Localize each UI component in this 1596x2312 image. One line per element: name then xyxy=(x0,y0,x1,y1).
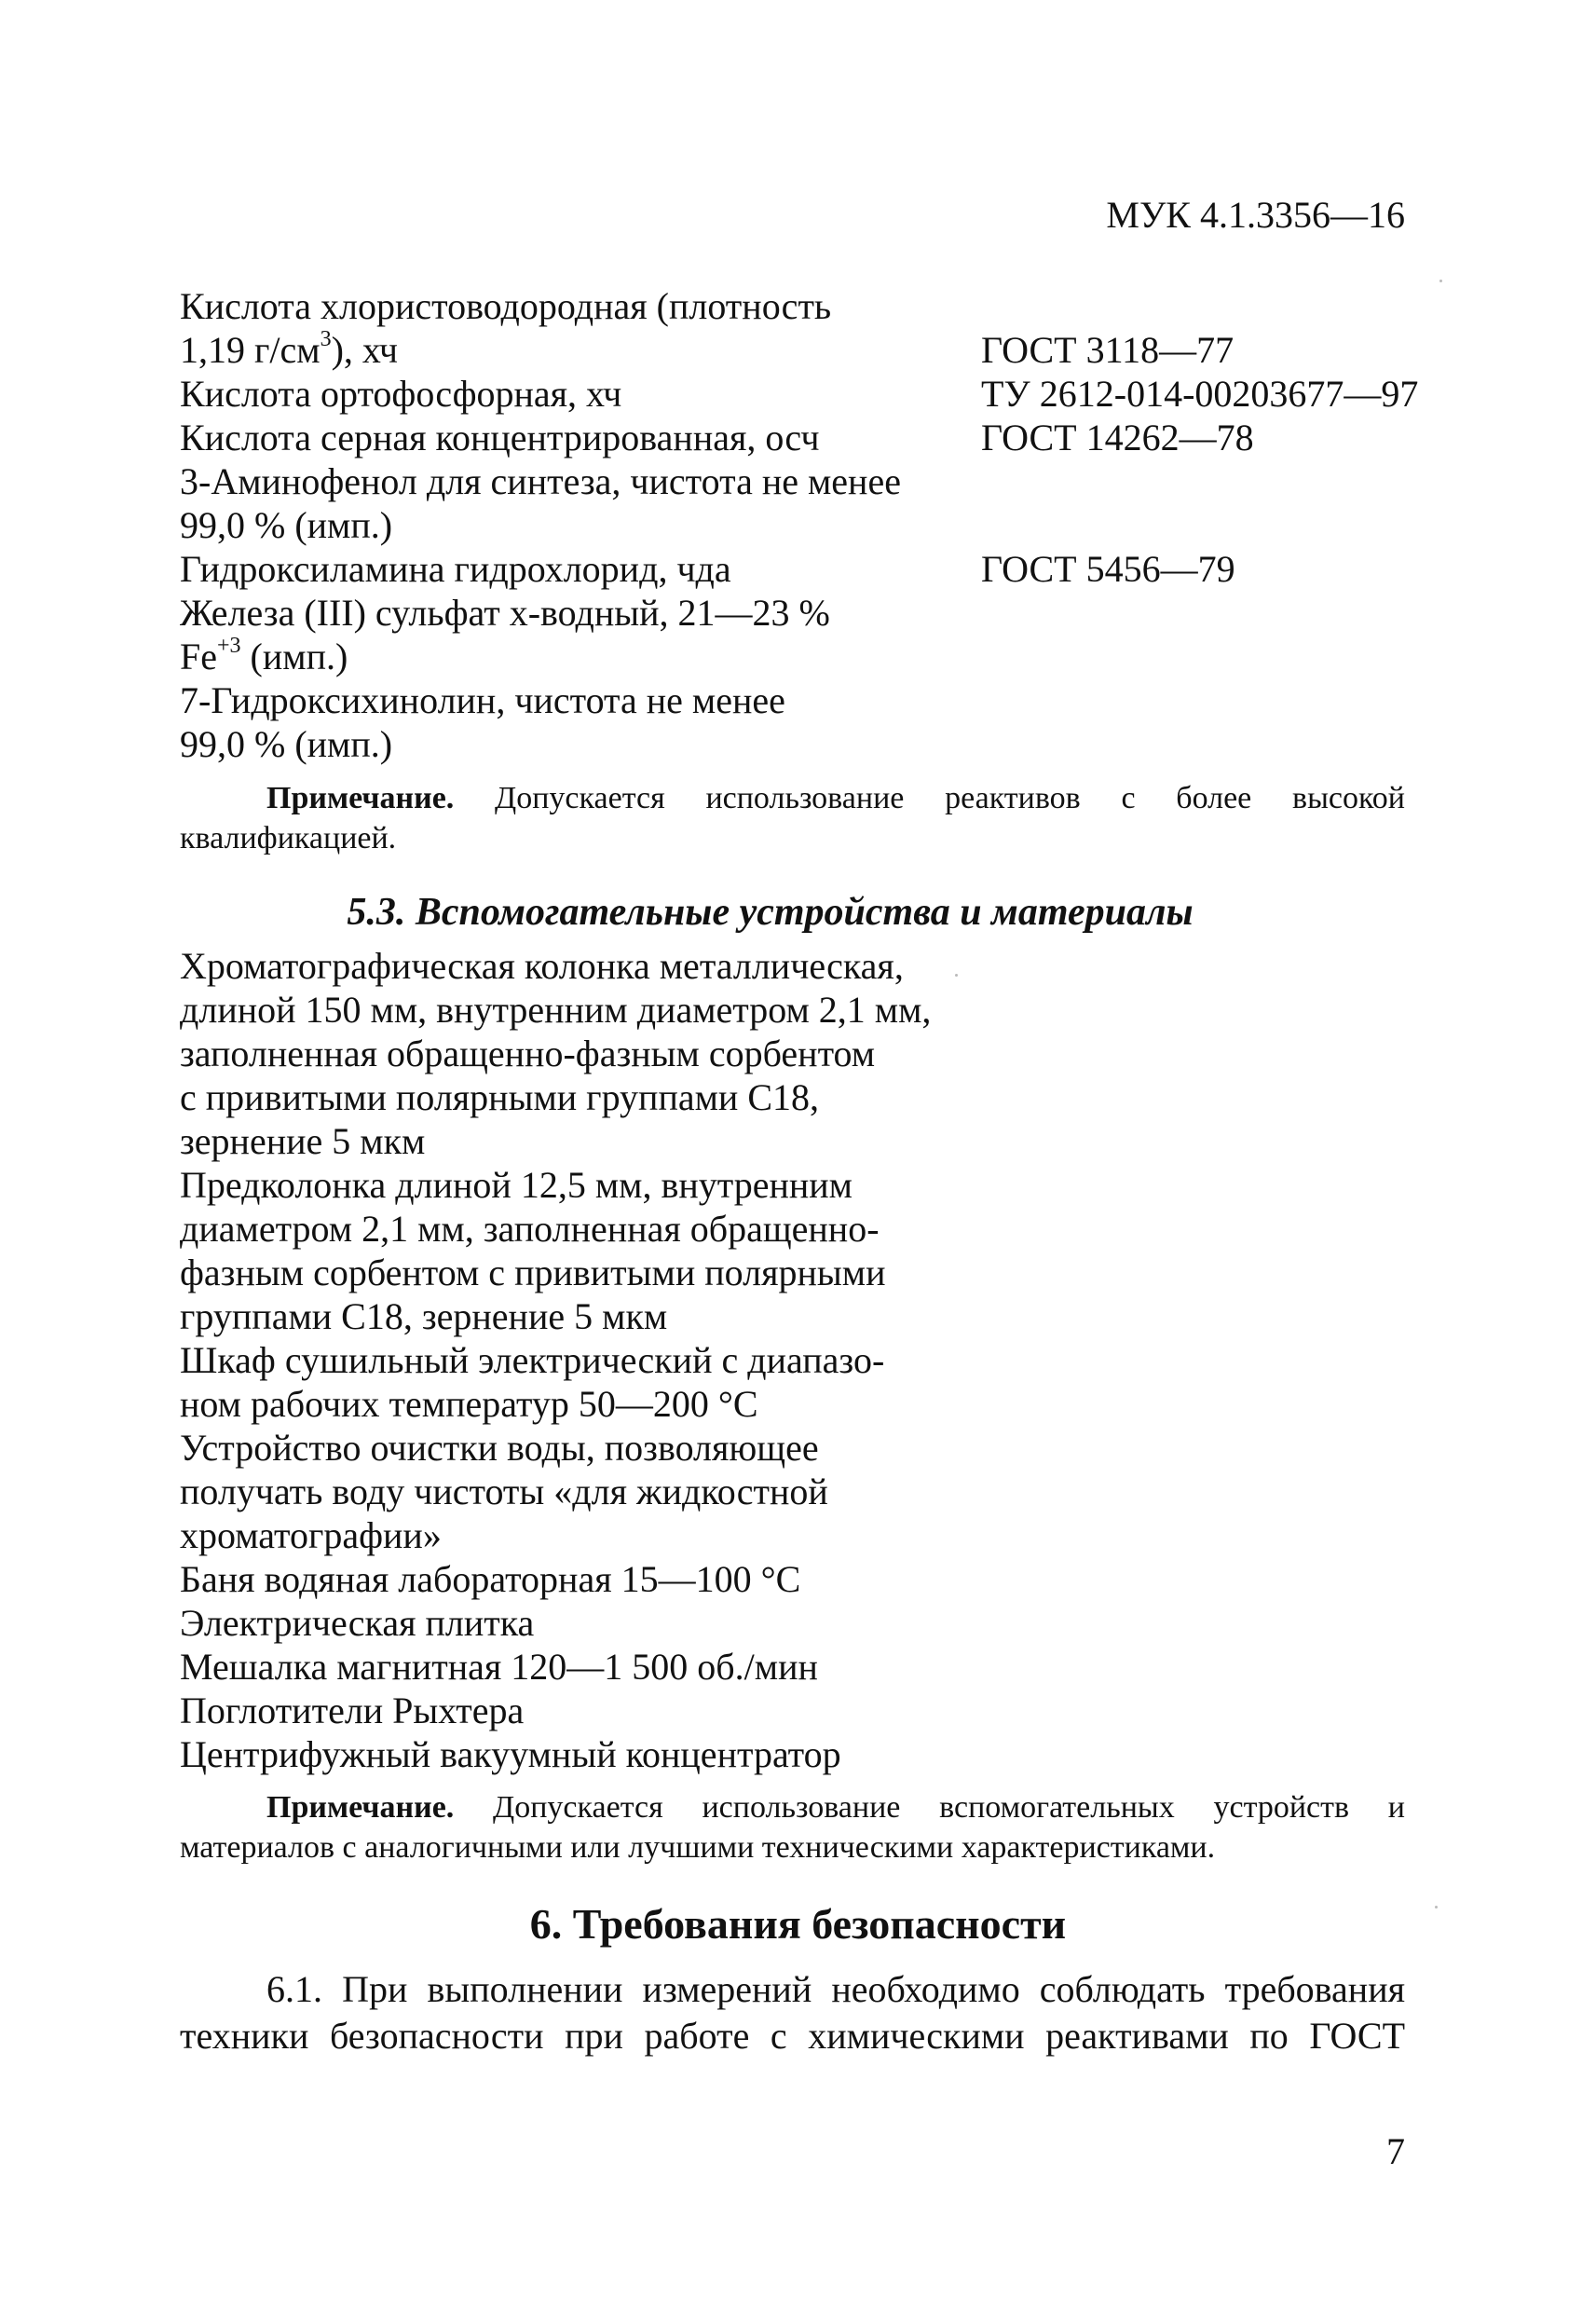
device-line: длиной 150 мм, внутренним диаметром 2,1 мм, xyxy=(180,989,932,1031)
device-line: ном рабочих температур 50—200 °С xyxy=(180,1383,758,1425)
device-line: Электрическая плитка xyxy=(180,1602,535,1644)
device-line: с привитыми полярными группами С18, xyxy=(180,1076,820,1118)
device-line: Хроматографическая колонка металлическая, xyxy=(180,945,904,987)
device-line: Центрифужный вакуумный концентратор xyxy=(180,1733,841,1775)
reagent-standard: ГОСТ 14262—78 xyxy=(981,417,1254,458)
device-line: зернение 5 мкм xyxy=(180,1120,426,1162)
device-line: группами С18, зернение 5 мкм xyxy=(180,1295,668,1337)
reagent-name: Кислота серная концентрированная, осч xyxy=(180,417,820,458)
device-line: диаметром 2,1 мм, заполненная обращенно- xyxy=(180,1208,880,1250)
device-line: фазным сорбентом с привитыми полярными xyxy=(180,1252,886,1293)
note-reagents xyxy=(180,778,1405,858)
section-title-6: 6. Требования безопасности xyxy=(529,1900,1067,1948)
note-label: Примечание. xyxy=(266,1790,455,1825)
paragraph-6-1 xyxy=(180,1966,1405,2059)
reagent-row xyxy=(180,547,1484,591)
device-line: получать воду чистоты «для жидкостной xyxy=(180,1471,828,1512)
reagent-name: Гидроксиламина гидрохлорид, чда xyxy=(180,548,731,590)
devices-list xyxy=(180,944,1018,1776)
device-line: Устройство очистки воды, позволяющее xyxy=(180,1427,819,1469)
reagent-standard: ГОСТ 5456—79 xyxy=(981,548,1235,590)
reagent-row xyxy=(180,416,1484,459)
device-line: Поглотители Рыхтера xyxy=(180,1690,525,1731)
document-code: МУК 4.1.3356—16 xyxy=(1106,194,1405,236)
note-label: Примечание. xyxy=(266,781,455,815)
note-devices xyxy=(180,1787,1405,1867)
scan-speck xyxy=(1435,1906,1438,1908)
device-line: хроматографии» xyxy=(180,1514,442,1556)
note-text: Допускается использование вспомогательных устройств и материалов с аналогичными или лучшими техническими характеристиками. xyxy=(180,1790,1405,1865)
note-text: Допускается использование реактивов с более высокой квалификацией. xyxy=(180,781,1405,855)
superscript: +3 xyxy=(217,633,241,658)
page-number: 7 xyxy=(1386,2130,1405,2172)
reagent-row: 7-Гидроксихинолин, чистота не менее 99,0 % (имп.) xyxy=(180,678,1484,766)
superscript: 3 xyxy=(320,326,332,351)
device-line: Шкаф сушильный электрический с диапазо- xyxy=(180,1339,885,1381)
reagent-row: 3-Аминофенол для синтеза, чистота не менее 99,0 % (имп.) xyxy=(180,459,1484,547)
reagent-row: Кислота хлористоводородная (плотность 1,19 $г/см^3$), хч ГОСТ 3118—77 xyxy=(180,285,1235,371)
reagent-name: Железа (III) сульфат х-водный, 21—23 % xyxy=(180,592,830,634)
reagent-row xyxy=(180,372,1484,416)
reagent-name: Кислота хлористоводородная (плотность xyxy=(180,285,832,327)
scan-speck xyxy=(955,974,958,977)
device-line: заполненная обращенно-фазным сорбентом xyxy=(180,1033,876,1074)
device-line: Предколонка длиной 12,5 мм, внутренним xyxy=(180,1164,853,1206)
reagent-name: Кислота ортофосфорная, хч xyxy=(180,373,622,415)
device-line: Мешалка магнитная 120—1 500 об./мин xyxy=(180,1646,818,1688)
paragraph-line: техники безопасности при работе с химическими реактивами по ГОСТ xyxy=(180,2015,1405,2057)
paragraph-line: 6.1. При выполнении измерений необходимо соблюдать требования xyxy=(266,1968,1405,2010)
reagent-standard: ТУ 2612-014-00203677—97 xyxy=(981,373,1419,415)
reagents-list xyxy=(180,284,1484,766)
reagent-standard: ГОСТ 3118—77 xyxy=(981,329,1235,371)
reagent-name: 7-Гидроксихинолин, чистота не менее xyxy=(180,679,785,721)
reagent-row: Железа (III) сульфат х-водный, 21—23 % $Fe^{+3}$ (имп.) xyxy=(180,591,1484,678)
section-title-5-3: 5.3. Вспомогательные устройства и материалы xyxy=(347,891,1194,934)
reagent-name: 3-Аминофенол для синтеза, чистота не менее xyxy=(180,460,901,502)
device-line: Баня водяная лабораторная 15—100 °С xyxy=(180,1558,801,1600)
scan-speck xyxy=(1439,280,1442,282)
